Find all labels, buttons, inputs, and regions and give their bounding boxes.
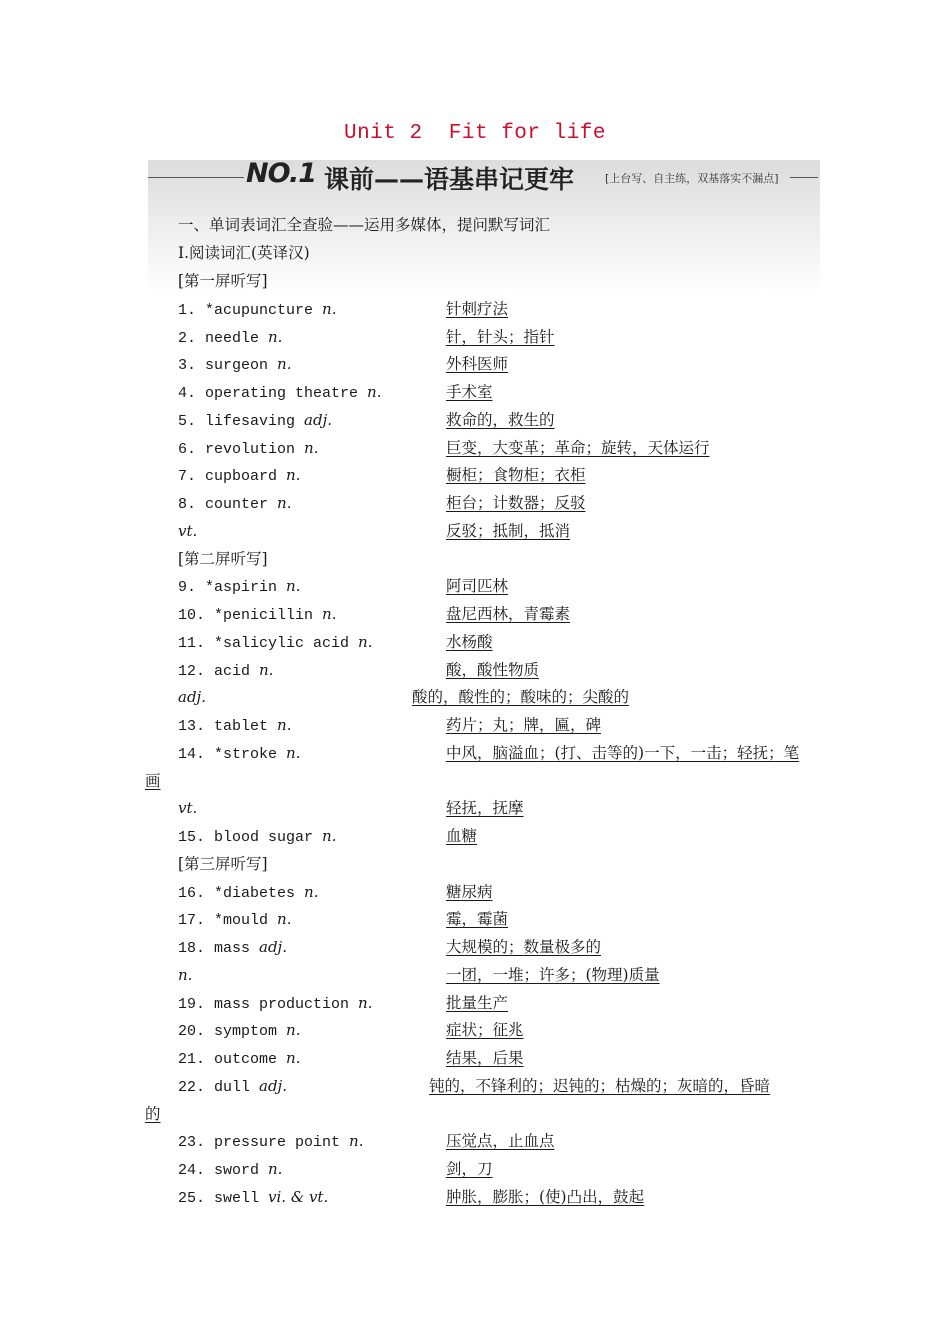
vocab-answer: 巨变，大变革；革命；旋转，天体运行 [446, 438, 710, 457]
part-of-speech: n. [286, 1021, 301, 1040]
part-of-speech: n. [322, 299, 337, 318]
vocab-term [178, 521, 197, 543]
vocab-answer: 糖尿病 [446, 882, 493, 901]
vocab-answer: 轻抚，抚摩 [446, 799, 524, 818]
term-text: 6. revolution [178, 440, 305, 458]
part-of-speech: adj. [304, 410, 332, 429]
vocab-term [178, 965, 192, 987]
term-text: 16. *diabetes [178, 884, 305, 902]
vocab-term [178, 1020, 300, 1042]
vocab-term [178, 1131, 363, 1153]
part-of-speech: n. [286, 466, 301, 485]
vocab-term [178, 327, 282, 349]
vocab-term [178, 826, 336, 848]
vocab-term [178, 937, 287, 959]
term-text: 7. cupboard [178, 468, 287, 486]
vocab-term [178, 576, 300, 598]
vocab-answer: 中风，脑溢血；(打、击等的)一下，一击；轻抚；笔 [446, 743, 800, 762]
vocab-term [178, 438, 318, 460]
part-of-speech: n. [277, 494, 292, 512]
unit-title: Unit 2 Fit for life [343, 122, 607, 145]
term-text: 19. mass production [178, 995, 359, 1013]
vocab-term [178, 715, 291, 737]
part-of-speech: n. [178, 965, 193, 984]
vocab-answer: 药片；丸；牌，匾，碑 [446, 716, 602, 734]
part-of-speech: n. [349, 1132, 364, 1151]
vocab-term [178, 299, 336, 321]
term-text: 14. *stroke [178, 745, 287, 763]
vocab-answer: 柜台；计数器；反驳 [446, 494, 586, 512]
screen-label: [第三屏听写] [178, 854, 268, 873]
part-of-speech: n. [277, 910, 292, 929]
vocab-answer: 救命的，救生的 [446, 410, 555, 429]
vocab-term [178, 410, 332, 432]
vocab-answer-wrap: 的 [145, 1104, 161, 1123]
vocab-term [178, 604, 336, 626]
term-text: 4. operating theatre [178, 385, 368, 402]
vocab-answer: 批量生产 [446, 993, 509, 1012]
vocab-answer: 血糖 [446, 827, 478, 845]
part-of-speech: n. [268, 1160, 283, 1178]
vocab-term [178, 354, 291, 376]
vocab-answer: 钝的，不锋利的；迟钝的；枯燥的；灰暗的，昏暗 [429, 1076, 771, 1095]
vocab-answer: 剑，刀 [446, 1160, 493, 1178]
term-text: 21. outcome [178, 1051, 287, 1068]
vocab-term [178, 660, 273, 682]
term-text: 2. needle [178, 329, 269, 347]
vocab-answer: 橱柜；食物柜；衣柜 [446, 466, 586, 485]
vocab-answer: 结果，后果 [446, 1049, 524, 1067]
vocab-term [178, 493, 291, 515]
vocab-term [178, 687, 206, 709]
part-of-speech: n. [322, 827, 337, 845]
subsection-heading: Ⅰ.阅读词汇(英译汉) [178, 244, 310, 262]
part-of-speech: vt. [178, 521, 198, 540]
term-text: 22. dull [178, 1078, 260, 1096]
vocab-answer: 大规模的；数量极多的 [446, 938, 602, 956]
vocab-answer: 针刺疗法 [446, 299, 509, 318]
term-text: 11. *salicylic acid [178, 634, 359, 652]
part-of-speech: n. [268, 327, 283, 346]
vocab-term [178, 465, 300, 487]
banner-title: 课前——语基串记更牢 [324, 165, 575, 194]
part-of-speech: n. [358, 993, 373, 1012]
term-text: 5. lifesaving [178, 412, 305, 430]
vocab-term [178, 1159, 282, 1181]
vocab-answer: 针，针头；指针 [446, 327, 555, 346]
part-of-speech: n. [322, 605, 337, 623]
part-of-speech: vt. [178, 799, 198, 818]
vocab-term [178, 993, 372, 1015]
banner-subtitle: [上台写、自主练，双基落实不漏点] [605, 172, 779, 185]
part-of-speech: n. [358, 632, 373, 651]
term-text: 15. blood sugar [178, 829, 323, 846]
vocab-answer: 阿司匹林 [446, 577, 509, 596]
vocab-answer: 反驳；抵制，抵消 [446, 521, 571, 540]
term-text: 12. acid [178, 662, 260, 680]
part-of-speech: n. [277, 355, 292, 374]
banner-rule-left [148, 177, 244, 178]
vocab-term [178, 1187, 328, 1209]
part-of-speech: n. [259, 660, 274, 679]
vocab-answer: 肿胀，膨胀；(使)凸出，鼓起 [446, 1187, 645, 1206]
vocab-term [178, 1076, 287, 1098]
term-text: 18. mass [178, 940, 260, 957]
screen-label: [第一屏听写] [178, 272, 268, 290]
vocab-answer: 一团，一堆；许多；(物理)质量 [446, 965, 660, 984]
part-of-speech: adj. [178, 688, 206, 707]
term-text: 23. pressure point [178, 1134, 350, 1152]
vocab-answer: 压觉点，止血点 [446, 1132, 555, 1151]
part-of-speech: n. [286, 743, 301, 762]
term-text: 1. *acupuncture [178, 301, 323, 319]
part-of-speech: adj. [259, 1076, 287, 1095]
part-of-speech: n. [286, 577, 301, 596]
section-heading: 一、单词表词汇全查验——运用多媒体，提问默写词汇 [178, 216, 551, 234]
term-text: 20. symptom [178, 1023, 287, 1041]
part-of-speech: n. [286, 1049, 301, 1067]
part-of-speech: vi. & vt. [268, 1187, 329, 1206]
term-text: 10. *penicillin [178, 607, 323, 624]
part-of-speech: n. [304, 438, 319, 457]
vocab-term [178, 382, 381, 404]
banner-number: NO.1 [246, 158, 316, 189]
vocab-answer: 酸，酸性物质 [446, 660, 540, 679]
vocab-term [178, 1048, 300, 1070]
term-text: 8. counter [178, 496, 278, 513]
screen-label: [第二屏听写] [178, 549, 268, 568]
banner-rule-right [790, 177, 818, 178]
part-of-speech: adj. [259, 938, 287, 956]
vocab-term [178, 798, 197, 820]
part-of-speech: n. [304, 882, 319, 901]
vocab-term [178, 882, 318, 904]
vocab-answer: 霉，霉菌 [446, 910, 509, 929]
term-text: 25. swell [178, 1189, 269, 1207]
vocab-answer-wrap: 画 [145, 771, 161, 790]
vocab-term [178, 743, 300, 765]
term-text: 13. tablet [178, 718, 278, 735]
vocab-term [178, 909, 291, 931]
vocab-answer: 酸的，酸性的；酸味的；尖酸的 [412, 688, 630, 707]
vocab-answer: 症状；征兆 [446, 1021, 524, 1040]
vocab-answer: 盘尼西林，青霉素 [446, 605, 571, 623]
vocab-answer: 外科医师 [446, 355, 509, 374]
part-of-speech: n. [367, 383, 382, 401]
term-text: 9. *aspirin [178, 579, 287, 597]
term-text: 24. sword [178, 1162, 269, 1179]
vocab-answer: 手术室 [446, 383, 493, 401]
term-text: 17. *mould [178, 912, 278, 930]
term-text: 3. surgeon [178, 357, 278, 375]
vocab-term [178, 632, 372, 654]
vocab-answer: 水杨酸 [446, 632, 493, 651]
part-of-speech: n. [277, 716, 292, 734]
